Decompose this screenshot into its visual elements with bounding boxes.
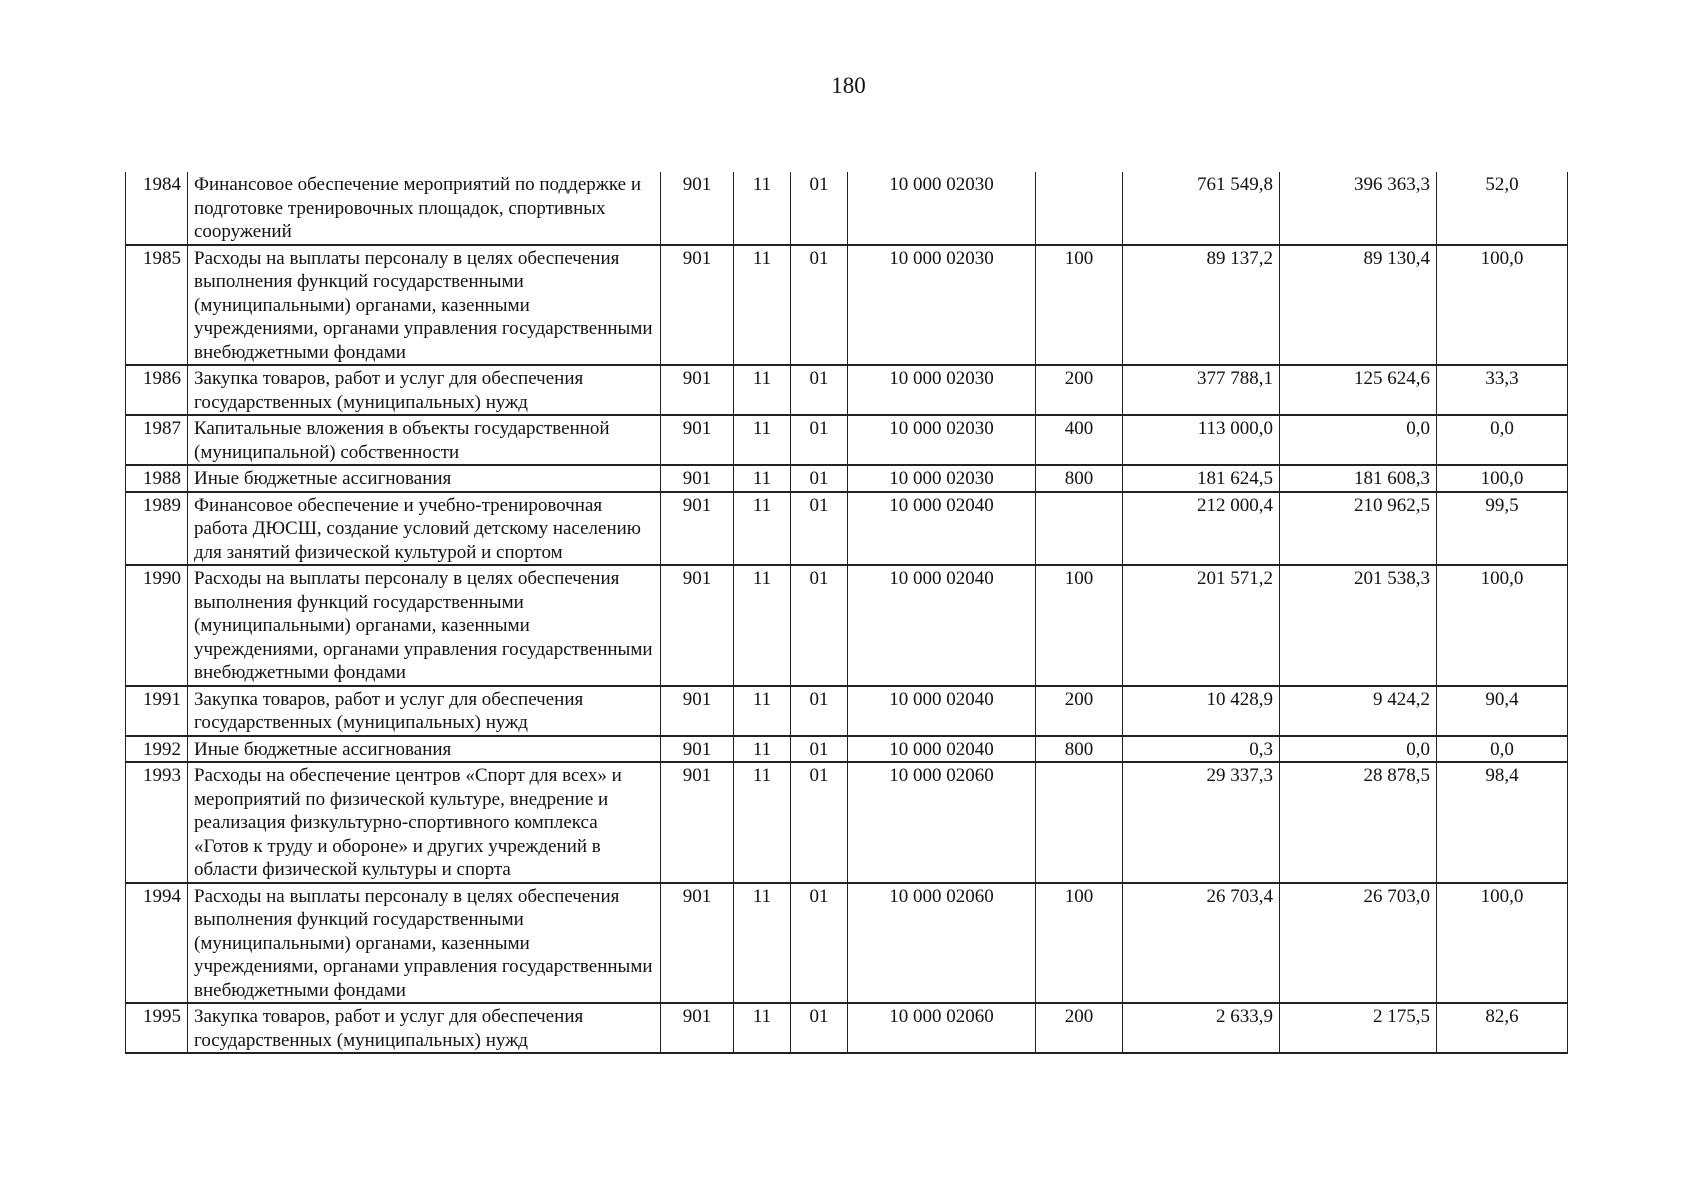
target-article-code: 10 000 02030: [848, 172, 1036, 245]
budget-table: [125, 172, 1568, 1054]
expense-type-code: 800: [1036, 736, 1123, 763]
expense-type-code: 800: [1036, 465, 1123, 492]
planned-amount: 113 000,0: [1123, 415, 1280, 465]
planned-amount: 181 624,5: [1123, 465, 1280, 492]
section-code: 11: [734, 365, 791, 415]
expense-type-code: 200: [1036, 1003, 1123, 1053]
table-row: [126, 883, 1568, 1004]
execution-percent: 52,0: [1437, 172, 1568, 245]
table-row: [126, 736, 1568, 763]
section-code: 11: [734, 736, 791, 763]
table-row: [126, 365, 1568, 415]
row-number: 1993: [126, 762, 188, 883]
execution-percent: 0,0: [1437, 736, 1568, 763]
department-code: 901: [661, 492, 734, 566]
section-code: 11: [734, 465, 791, 492]
executed-amount: 28 878,5: [1280, 762, 1437, 883]
expense-type-code: [1036, 492, 1123, 566]
row-number: 1994: [126, 883, 188, 1004]
department-code: 901: [661, 883, 734, 1004]
expense-type-code: 100: [1036, 565, 1123, 686]
expense-name: Закупка товаров, работ и услуг для обеспечения государственных (муниципальных) нужд: [188, 1003, 661, 1053]
subsection-code: 01: [791, 172, 848, 245]
target-article-code: 10 000 02030: [848, 245, 1036, 366]
row-number: 1986: [126, 365, 188, 415]
executed-amount: 0,0: [1280, 415, 1437, 465]
expense-name: Закупка товаров, работ и услуг для обеспечения государственных (муниципальных) нужд: [188, 686, 661, 736]
department-code: 901: [661, 686, 734, 736]
expense-type-code: 100: [1036, 883, 1123, 1004]
executed-amount: 181 608,3: [1280, 465, 1437, 492]
expense-name: Финансовое обеспечение и учебно-тренировочная работа ДЮСШ, создание условий детскому населению для занятий физической культурой и спортом: [188, 492, 661, 566]
expense-type-code: 200: [1036, 686, 1123, 736]
target-article-code: 10 000 02040: [848, 492, 1036, 566]
table-row: [126, 172, 1568, 245]
section-code: 11: [734, 762, 791, 883]
table-body: [126, 172, 1568, 1053]
department-code: 901: [661, 465, 734, 492]
section-code: 11: [734, 245, 791, 366]
section-code: 11: [734, 492, 791, 566]
executed-amount: 89 130,4: [1280, 245, 1437, 366]
planned-amount: 0,3: [1123, 736, 1280, 763]
department-code: 901: [661, 565, 734, 686]
execution-percent: 100,0: [1437, 565, 1568, 686]
subsection-code: 01: [791, 245, 848, 366]
executed-amount: 396 363,3: [1280, 172, 1437, 245]
row-number: 1984: [126, 172, 188, 245]
expense-name: Иные бюджетные ассигнования: [188, 465, 661, 492]
section-code: 11: [734, 565, 791, 686]
executed-amount: 2 175,5: [1280, 1003, 1437, 1053]
executed-amount: 0,0: [1280, 736, 1437, 763]
table-row: [126, 686, 1568, 736]
section-code: 11: [734, 1003, 791, 1053]
target-article-code: 10 000 02040: [848, 565, 1036, 686]
execution-percent: 33,3: [1437, 365, 1568, 415]
table-row: [126, 762, 1568, 883]
row-number: 1992: [126, 736, 188, 763]
department-code: 901: [661, 1003, 734, 1053]
page-number: 180: [831, 73, 866, 98]
target-article-code: 10 000 02060: [848, 762, 1036, 883]
row-number: 1985: [126, 245, 188, 366]
expense-type-code: 400: [1036, 415, 1123, 465]
planned-amount: 10 428,9: [1123, 686, 1280, 736]
target-article-code: 10 000 02040: [848, 736, 1036, 763]
execution-percent: 100,0: [1437, 245, 1568, 366]
executed-amount: 125 624,6: [1280, 365, 1437, 415]
expense-name: Расходы на выплаты персоналу в целях обеспечения выполнения функций государственными (муниципальными) органами, казенными учреждениями, органами управления государственными внебюджетными фондами: [188, 883, 661, 1004]
expense-name: Капитальные вложения в объекты государственной (муниципальной) собственности: [188, 415, 661, 465]
table-row: [126, 492, 1568, 566]
execution-percent: 90,4: [1437, 686, 1568, 736]
department-code: 901: [661, 172, 734, 245]
table-row: [126, 1003, 1568, 1053]
target-article-code: 10 000 02060: [848, 883, 1036, 1004]
execution-percent: 0,0: [1437, 415, 1568, 465]
expense-type-code: [1036, 762, 1123, 883]
department-code: 901: [661, 415, 734, 465]
execution-percent: 98,4: [1437, 762, 1568, 883]
department-code: 901: [661, 245, 734, 366]
planned-amount: 212 000,4: [1123, 492, 1280, 566]
execution-percent: 82,6: [1437, 1003, 1568, 1053]
expense-type-code: 100: [1036, 245, 1123, 366]
row-number: 1990: [126, 565, 188, 686]
target-article-code: 10 000 02030: [848, 465, 1036, 492]
subsection-code: 01: [791, 736, 848, 763]
subsection-code: 01: [791, 492, 848, 566]
executed-amount: 201 538,3: [1280, 565, 1437, 686]
planned-amount: 201 571,2: [1123, 565, 1280, 686]
expense-name: Расходы на обеспечение центров «Спорт для всех» и мероприятий по физической культуре, внедрение и реализация физкультурно-спортивного комплекса «Готов к труду и обороне» и других учреждений в области физической культуры и спорта: [188, 762, 661, 883]
subsection-code: 01: [791, 883, 848, 1004]
expense-name: Финансовое обеспечение мероприятий по поддержке и подготовке тренировочных площадок, спортивных сооружений: [188, 172, 661, 245]
execution-percent: 99,5: [1437, 492, 1568, 566]
target-article-code: 10 000 02040: [848, 686, 1036, 736]
expense-type-code: 200: [1036, 365, 1123, 415]
expense-name: Закупка товаров, работ и услуг для обеспечения государственных (муниципальных) нужд: [188, 365, 661, 415]
subsection-code: 01: [791, 686, 848, 736]
department-code: 901: [661, 762, 734, 883]
section-code: 11: [734, 172, 791, 245]
subsection-code: 01: [791, 762, 848, 883]
department-code: 901: [661, 365, 734, 415]
subsection-code: 01: [791, 365, 848, 415]
table-row: [126, 565, 1568, 686]
table-row: [126, 415, 1568, 465]
execution-percent: 100,0: [1437, 883, 1568, 1004]
row-number: 1988: [126, 465, 188, 492]
planned-amount: 89 137,2: [1123, 245, 1280, 366]
subsection-code: 01: [791, 415, 848, 465]
target-article-code: 10 000 02030: [848, 415, 1036, 465]
planned-amount: 2 633,9: [1123, 1003, 1280, 1053]
executed-amount: 9 424,2: [1280, 686, 1437, 736]
row-number: 1989: [126, 492, 188, 566]
row-number: 1995: [126, 1003, 188, 1053]
execution-percent: 100,0: [1437, 465, 1568, 492]
expense-name: Расходы на выплаты персоналу в целях обеспечения выполнения функций государственными (муниципальными) органами, казенными учреждениями, органами управления государственными внебюджетными фондами: [188, 565, 661, 686]
planned-amount: 377 788,1: [1123, 365, 1280, 415]
expense-name: Расходы на выплаты персоналу в целях обеспечения выполнения функций государственными (муниципальными) органами, казенными учреждениями, органами управления государственными внебюджетными фондами: [188, 245, 661, 366]
target-article-code: 10 000 02060: [848, 1003, 1036, 1053]
planned-amount: 26 703,4: [1123, 883, 1280, 1004]
section-code: 11: [734, 415, 791, 465]
section-code: 11: [734, 686, 791, 736]
planned-amount: 29 337,3: [1123, 762, 1280, 883]
subsection-code: 01: [791, 1003, 848, 1053]
subsection-code: 01: [791, 465, 848, 492]
expense-type-code: [1036, 172, 1123, 245]
table-row: [126, 465, 1568, 492]
executed-amount: 210 962,5: [1280, 492, 1437, 566]
planned-amount: 761 549,8: [1123, 172, 1280, 245]
row-number: 1987: [126, 415, 188, 465]
subsection-code: 01: [791, 565, 848, 686]
row-number: 1991: [126, 686, 188, 736]
expense-name: Иные бюджетные ассигнования: [188, 736, 661, 763]
table-row: [126, 245, 1568, 366]
executed-amount: 26 703,0: [1280, 883, 1437, 1004]
target-article-code: 10 000 02030: [848, 365, 1036, 415]
section-code: 11: [734, 883, 791, 1004]
department-code: 901: [661, 736, 734, 763]
